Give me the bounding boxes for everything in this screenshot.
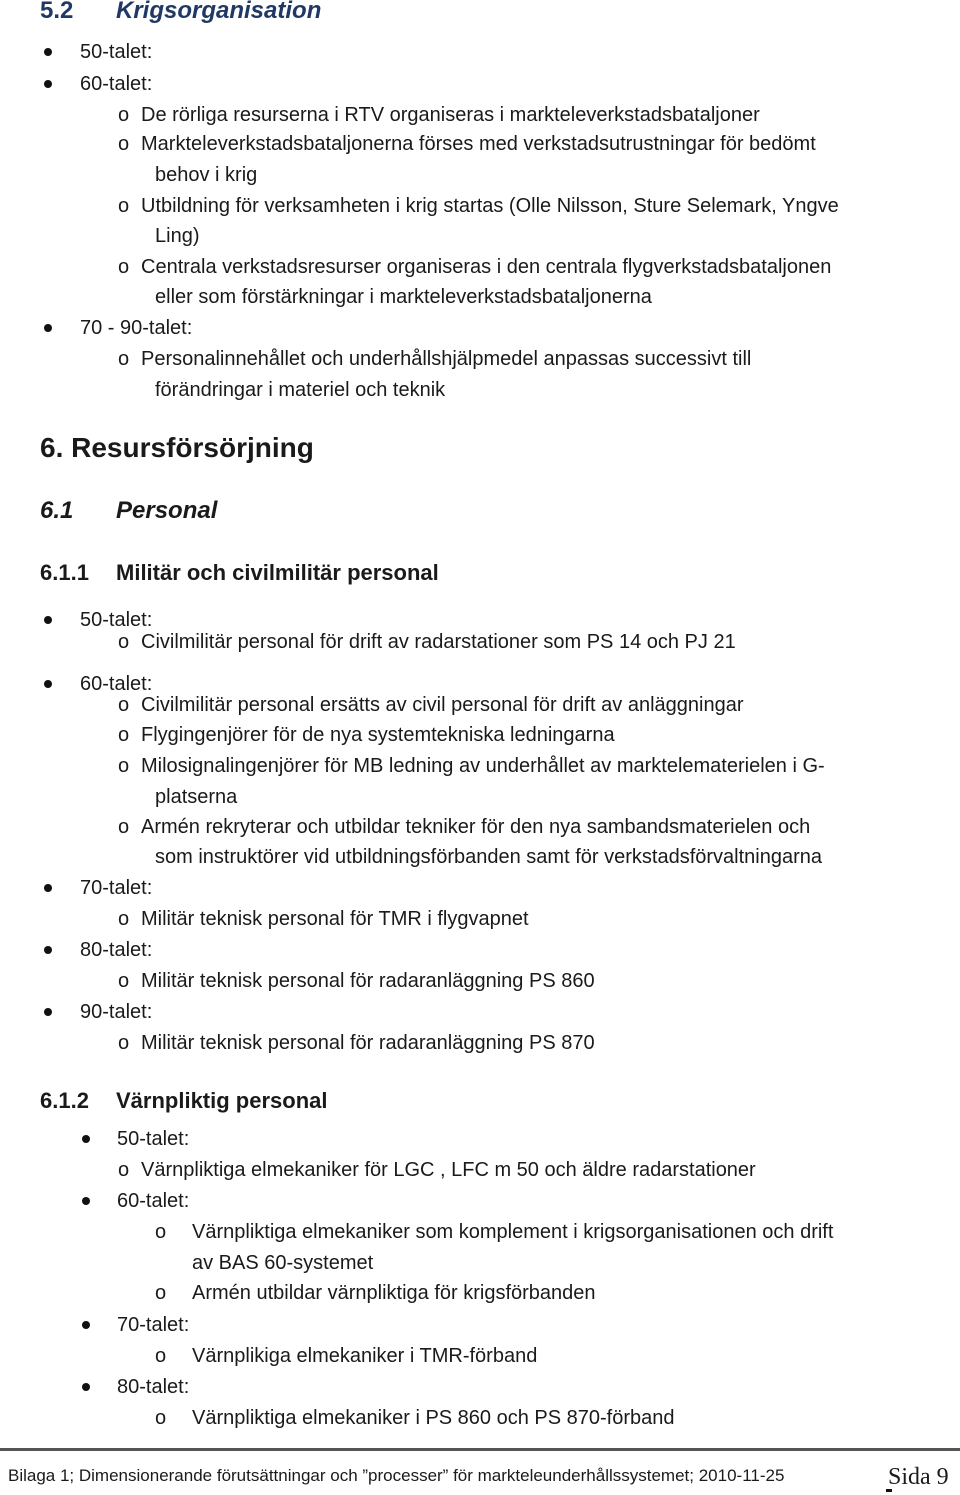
section-number: 5.2 xyxy=(40,0,74,24)
sub-marker: o xyxy=(155,1345,167,1367)
bullet xyxy=(44,80,52,88)
sub-item: Flygingenjörer för de nya systemtekniska ledningarna xyxy=(141,724,615,746)
sub-item: Militär teknisk personal för TMR i flygvapnet xyxy=(141,908,529,930)
sub-marker: o xyxy=(118,755,130,777)
bullet xyxy=(82,1383,90,1391)
bullet xyxy=(44,48,52,56)
section-heading-6-1-2 xyxy=(40,1088,328,1114)
sub-marker: o xyxy=(118,631,130,653)
sub-item: Civilmilitär personal ersätts av civil personal för drift av anläggningar xyxy=(141,694,744,716)
sub-marker: o xyxy=(118,1159,130,1181)
sub-marker: o xyxy=(155,1407,167,1429)
sub-item-continued: behov i krig xyxy=(155,164,258,186)
sub-item-continued: Ling) xyxy=(155,225,200,247)
bullet-text: 60-talet: xyxy=(80,73,153,95)
bullet xyxy=(82,1197,90,1205)
sub-marker: o xyxy=(155,1221,167,1243)
bullet-text: 80-talet: xyxy=(117,1376,190,1398)
sub-item-continued: eller som förstärkningar i markteleverkstadsbataljonerna xyxy=(155,286,652,308)
sub-item: Armén rekryterar och utbildar tekniker för den nya sambandsmaterielen och xyxy=(141,816,811,838)
section-number: 6.1.2 xyxy=(40,1088,89,1113)
bullet-text: 50-talet: xyxy=(80,41,153,63)
footer-divider xyxy=(0,1448,960,1451)
bullet xyxy=(44,946,52,954)
sub-item-continued: av BAS 60-systemet xyxy=(192,1252,374,1274)
sub-marker: o xyxy=(118,970,130,992)
bullet-text: 90-talet: xyxy=(80,1001,153,1023)
bullet xyxy=(44,680,52,688)
sub-marker: o xyxy=(118,724,130,746)
bullet-text: 80-talet: xyxy=(80,939,153,961)
sub-item: Värnpliktiga elmekaniker för LGC , LFC m 50 och äldre radarstationer xyxy=(141,1159,756,1181)
section-title: Värnpliktig personal xyxy=(116,1088,328,1113)
sub-item-continued: som instruktörer vid utbildningsförbanden samt för verkstadsförvaltningarna xyxy=(155,846,822,868)
sub-marker: o xyxy=(118,195,130,217)
section-heading-5-2 xyxy=(40,0,321,25)
bullet-text: 70-talet: xyxy=(117,1314,190,1336)
sub-item: Värnplikiga elmekaniker i TMR-förband xyxy=(192,1345,538,1367)
bullet-text: 60-talet: xyxy=(80,673,153,695)
sub-item: Civilmilitär personal för drift av radarstationer som PS 14 och PJ 21 xyxy=(141,631,736,653)
sub-item-continued: förändringar i materiel och teknik xyxy=(155,379,446,401)
section-heading-6-1-1 xyxy=(40,560,439,586)
sub-item: Militär teknisk personal för radaranläggning PS 860 xyxy=(141,970,595,992)
section-number: 6.1.1 xyxy=(40,560,89,585)
sub-item: De rörliga resurserna i RTV organiseras i markteleverkstadsbataljoner xyxy=(141,104,760,126)
sub-item: Värnpliktiga elmekaniker i PS 860 och PS 870-förband xyxy=(192,1407,675,1429)
sub-item: Centrala verkstadsresurser organiseras i den centrala flygverkstadsbataljonen xyxy=(141,256,832,278)
sub-marker: o xyxy=(155,1282,167,1304)
sub-marker: o xyxy=(118,694,130,716)
section-number: 6.1 xyxy=(40,497,74,524)
bullet-text: 70-talet: xyxy=(80,877,153,899)
sub-marker: o xyxy=(118,908,130,930)
sub-item: Värnpliktiga elmekaniker som komplement i krigsorganisationen och drift xyxy=(192,1221,834,1243)
bullet xyxy=(44,324,52,332)
bullet xyxy=(82,1321,90,1329)
sub-marker: o xyxy=(118,133,130,155)
chapter-heading-6: 6. Resursförsörjning xyxy=(40,432,314,463)
sub-item: Personalinnehållet och underhållshjälpmedel anpassas successivt till xyxy=(141,348,752,370)
sub-item: Militär teknisk personal för radaranläggning PS 870 xyxy=(141,1032,595,1054)
section-title: Personal xyxy=(116,497,218,524)
section-title: Krigsorganisation xyxy=(116,0,322,24)
bullet xyxy=(44,884,52,892)
sub-marker: o xyxy=(118,104,130,126)
section-title: Militär och civilmilitär personal xyxy=(116,560,439,585)
sub-item: Milosignalingenjörer för MB ledning av underhållet av marktelematerielen i G- xyxy=(141,755,825,777)
bullet-text: 60-talet: xyxy=(117,1190,190,1212)
sub-marker: o xyxy=(118,816,130,838)
bullet-text: 50-talet: xyxy=(117,1128,190,1150)
sub-item: Markteleverkstadsbataljonerna förses med verkstadsutrustningar för bedömt xyxy=(141,133,816,155)
sub-item: Utbildning för verksamheten i krig startas (Olle Nilsson, Sture Selemark, Yngve xyxy=(141,195,839,217)
bullet xyxy=(82,1135,90,1143)
sub-marker: o xyxy=(118,1032,130,1054)
bullet-text: 70 - 90-talet: xyxy=(80,317,193,339)
bullet xyxy=(44,1008,52,1016)
sub-item: Armén utbildar värnpliktiga för krigsförbanden xyxy=(192,1282,596,1304)
page-number: Sida 9 xyxy=(888,1464,949,1490)
bullet xyxy=(44,616,52,624)
footer-text: Bilaga 1; Dimensionerande förutsättningar och ”processer” för markteleunderhållssystemet; 2010-11-25 xyxy=(8,1466,785,1485)
sub-marker: o xyxy=(118,256,130,278)
section-heading-6-1 xyxy=(40,497,217,525)
sub-marker: o xyxy=(118,348,130,370)
bullet-text: 50-talet: xyxy=(80,609,153,631)
sub-item-continued: platserna xyxy=(155,786,238,808)
